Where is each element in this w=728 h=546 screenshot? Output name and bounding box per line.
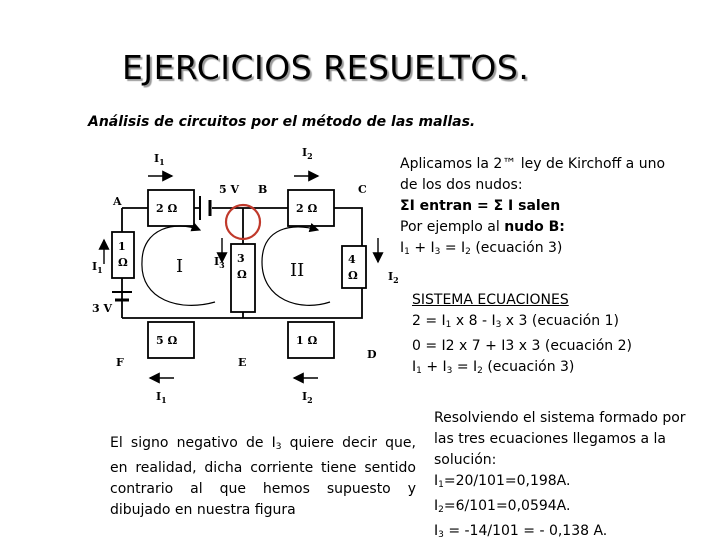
solution-line-3: solución: <box>434 452 497 468</box>
kirchhoff-line-1: Aplicamos la 2™ ley de Kirchoff a uno <box>400 156 666 172</box>
current-bottom1-label: $I_1$ <box>156 390 167 405</box>
battery-5v <box>200 196 210 220</box>
kirchhoff-node-b: nudo B: <box>504 219 565 235</box>
kirchhoff-line-4 <box>400 217 665 238</box>
resistor-right-label-2: Ω <box>348 269 358 282</box>
kirchhoff-rule: ΣI entran = Σ I salen <box>400 198 561 214</box>
current-top1-label: $I_1$ <box>154 152 165 167</box>
resistor-middle-label-1: 3 <box>237 252 245 265</box>
mesh-1-label: I <box>176 256 184 277</box>
note-line-3: contrario al que hemos supuesto y <box>110 481 416 497</box>
node-c-label: C <box>358 183 367 196</box>
solution-line-2: las tres ecuaciones llegamos a la <box>434 431 666 447</box>
note-line-2: en realidad, dicha corriente tiene sentido <box>110 460 416 476</box>
node-d-label: D <box>367 348 377 361</box>
negative-sign-note <box>110 433 416 521</box>
source-5v-label: 5 V <box>219 183 240 196</box>
system-eq-1: $2 = I_1$ x $8 - I_3$ x 3 (ecuación 1) <box>412 313 619 330</box>
resistor-middle-label-2: Ω <box>237 268 247 281</box>
resistor-bottom-right-label: 1 Ω <box>296 334 318 347</box>
system-equations <box>412 290 632 382</box>
mesh-2-label: II <box>290 260 305 281</box>
current-bottom2-label: $I_2$ <box>302 390 313 405</box>
slide-subtitle: Análisis de circuitos por el método de las mallas. <box>88 114 476 130</box>
node-e-label: E <box>238 356 247 369</box>
solution-i1: $I_1=20/101=0,198A$. <box>434 473 571 490</box>
note-line-4: dibujado en nuestra figura <box>110 502 296 518</box>
resistor-top-right-label: 2 Ω <box>296 202 318 215</box>
current-right-label: $I_2$ <box>388 270 399 285</box>
resistor-right-label-1: 4 <box>348 253 356 266</box>
slide-title: EJERCICIOS RESUELTOS. <box>122 48 530 87</box>
resistor-left-label-1: 1 <box>118 240 126 253</box>
resistor-left-label-2: Ω <box>118 256 128 269</box>
kirchhoff-line-4-prefix: Por ejemplo al <box>400 219 505 235</box>
solution-line-1: Resolviendo el sistema formado por <box>434 410 686 426</box>
node-a-label: A <box>113 195 122 208</box>
note-line-1: El signo negativo de $I_3$ quiere decir que, <box>110 435 416 452</box>
current-middle-label: $I_3$ <box>214 255 225 270</box>
kirchhoff-equation: $I_1 + I_3 = I_2$ (ecuación 3) <box>400 240 563 257</box>
solution-text <box>434 408 686 546</box>
current-left-label: $I_1$ <box>92 260 103 275</box>
resistor-top-left-label: 2 Ω <box>156 202 178 215</box>
system-eq-3: $I_1 + I_3 = I_2$ (ecuación 3) <box>412 359 575 376</box>
source-3v-label: 3 V <box>92 302 113 315</box>
resistor-left <box>112 232 134 278</box>
node-f-label: F <box>116 356 124 369</box>
solution-i3: $I_3 = -14/101$ = - 0,138 A. <box>434 523 608 540</box>
kirchhoff-text <box>400 154 665 263</box>
resistor-bottom-left-label: 5 Ω <box>156 334 178 347</box>
kirchhoff-line-2: de los dos nudos: <box>400 177 523 193</box>
current-top2-label: $I_2$ <box>302 146 313 161</box>
system-heading: SISTEMA ECUACIONES <box>412 292 569 308</box>
system-eq-2: 0 = I2 x 7 + I3 x 3 (ecuación 2) <box>412 338 632 354</box>
node-b-label: B <box>258 183 268 196</box>
solution-i2: $I_2=6/101=0,0594A$. <box>434 498 571 515</box>
